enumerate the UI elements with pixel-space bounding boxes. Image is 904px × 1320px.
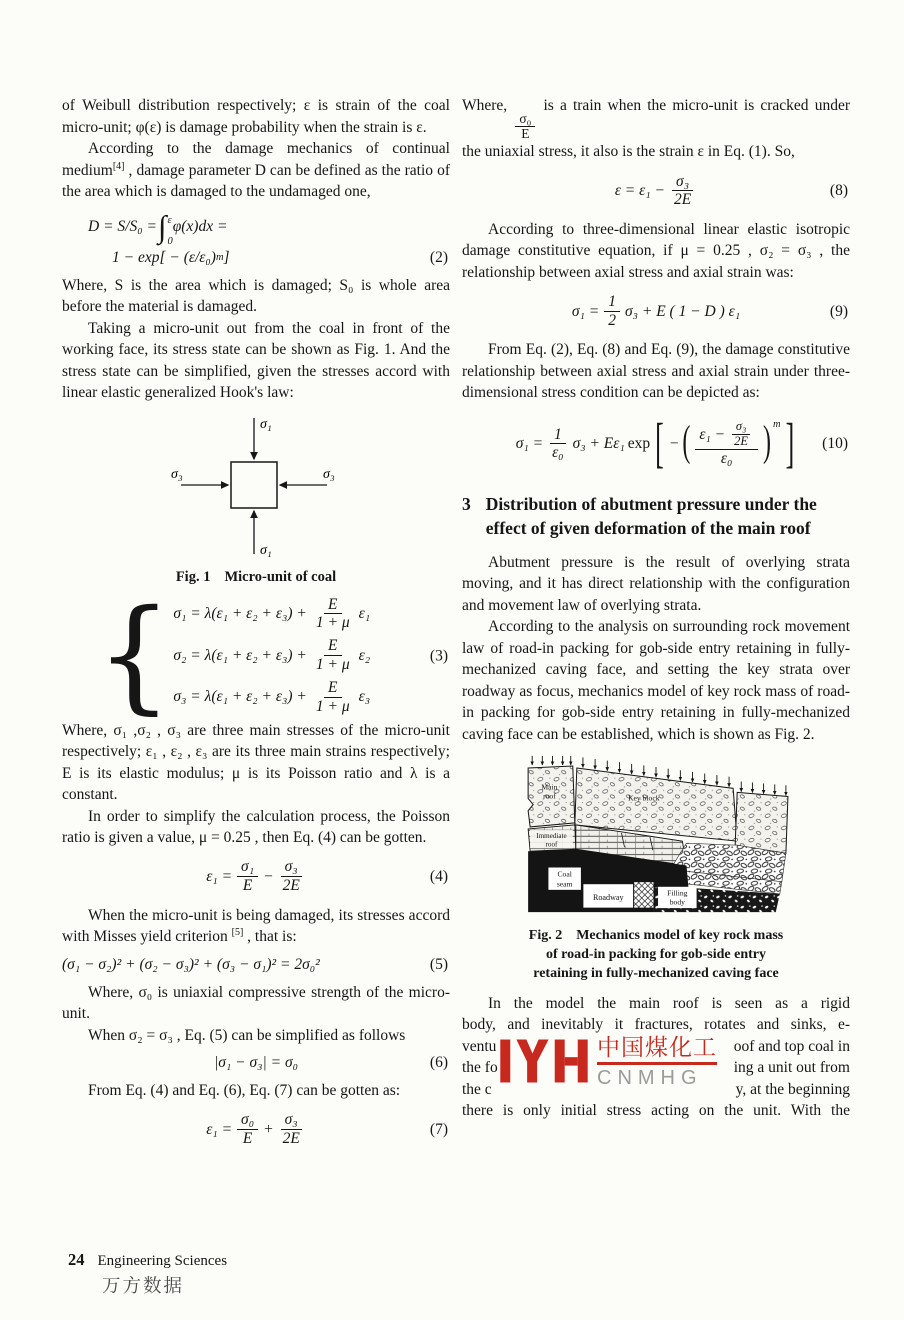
paragraph: When the micro-unit is being damaged, its stresses accord with Misses yield criterion [5] , that is: bbox=[62, 906, 450, 945]
section-number: 3 bbox=[462, 493, 471, 514]
paragraph: Taking a micro-unit out from the coal in front of the working face, its stress state can be shown as Fig. 1. And the stress state can be simplified, given the stresses accord with linear elastic generalized Hook's law: bbox=[62, 319, 450, 401]
equation-number: (10) bbox=[822, 435, 848, 453]
paragraph: From Eq. (2), Eq. (8) and Eq. (9), the damage constitutive relationship between axial stress and axial strain under three-dimensional stress condition can be depicted as: bbox=[462, 341, 850, 402]
system-brace: { bbox=[96, 584, 173, 726]
micro-unit-square bbox=[231, 462, 277, 508]
paragraph: When σ₂ = σ₃ , Eq. (5) can be simplified as follows bbox=[88, 1026, 406, 1044]
main-roof-label-2: roof bbox=[543, 791, 556, 801]
text-line: ventu oof and top coal in bbox=[462, 1037, 850, 1055]
equation-number: (9) bbox=[829, 302, 848, 320]
equation-number: (7) bbox=[429, 1120, 448, 1138]
main-roof-label-1: Main bbox=[541, 782, 558, 792]
watermark-logo-icon bbox=[498, 1036, 590, 1086]
watermark bbox=[498, 1036, 722, 1100]
equation-number: (4) bbox=[429, 867, 448, 885]
immediate-roof-label-2: roof bbox=[545, 841, 558, 850]
equation-7: ε₁ = $\frac{\text{σ₀}}{E}$ + $\frac{\text{σ₃}}{2E}$ (7) bbox=[206, 1111, 448, 1147]
paragraph: Where, S is the area which is damaged; S₀ is whole area before the material is damaged. bbox=[62, 276, 450, 315]
equation-6: |σ₁ − σ₃| = σ₀ (6) bbox=[62, 1051, 450, 1075]
equation-10: σ₁ = $\frac{1}{\text{ε₀}}$ σ₃ + Eε₁ exp [ − ( ε₁ − $\frac{\text{σ₃}}{2E}$ ε₀ ) m ] (10) bbox=[515, 412, 848, 474]
paragraph: Where, $\frac{\text{σ₀}}{E}$ is a train when the micro-unit is cracked under the uniaxial stress, it also is the strain ε in Eq. (1). So, bbox=[462, 97, 850, 161]
figure-1-caption: Fig. 1 Micro-unit of coal bbox=[175, 569, 337, 585]
watermark-rule bbox=[597, 1062, 717, 1065]
journal-name: Engineering Sciences bbox=[97, 1253, 228, 1269]
integral-sign: ∫ bbox=[157, 208, 167, 244]
right-block bbox=[735, 793, 788, 854]
figure-1 bbox=[62, 410, 450, 588]
roadway-label: Roadway bbox=[592, 893, 624, 903]
equation-number: (2) bbox=[429, 248, 448, 266]
watermark-chinese-text: 中国煤化工 bbox=[597, 1034, 717, 1061]
sigma3-left-label: σ₃ bbox=[171, 466, 183, 482]
watermark-latin-text: CNMHG bbox=[597, 1066, 703, 1089]
filling-body-label-1: Filling bbox=[667, 888, 688, 898]
right-column bbox=[462, 95, 850, 1122]
paragraph: In order to simplify the calculation process, the Poisson ratio is given a value, μ = 0.25 , then Eq. (4) can be gotten. bbox=[62, 807, 450, 846]
text-line: body, and inevitably it fractures, rotates and sinks, e- bbox=[462, 1016, 850, 1034]
paragraph: From Eq. (4) and Eq. (6), Eq. (7) can be gotten as: bbox=[88, 1082, 401, 1099]
page-footer bbox=[68, 1250, 227, 1270]
sigma1-bottom-label: σ₁ bbox=[260, 542, 272, 558]
equation-5: (σ₁ − σ₂)² + (σ₂ − σ₃)² + (σ₃ − σ₁)² = 2σ₀² (5) bbox=[62, 953, 450, 977]
coal-seam-label-1: Coal bbox=[557, 869, 572, 879]
equation-number: (8) bbox=[829, 182, 848, 200]
text-line: there is only initial stress acting on the unit. With the bbox=[462, 1102, 850, 1120]
equation-number: (6) bbox=[429, 1054, 448, 1072]
equation-2: D = S/S₀ = ∫ ε 0 φ(x)dx = 1 − exp[ − (ε/ε₀) m ] (2) bbox=[62, 209, 450, 271]
paragraph: Abutment pressure is the result of overlying strata moving, and it has direct relationship with the configuration and movement law of overlying strata. bbox=[462, 553, 850, 614]
sigma3-right-label: σ₃ bbox=[323, 466, 335, 482]
paragraph-with-watermark bbox=[462, 993, 850, 1122]
filling-body-label-2: body bbox=[669, 897, 685, 907]
fig1-diagram bbox=[131, 410, 381, 560]
paragraph: Where, σ₀ is uniaxial compressive strength of the micro-unit. bbox=[62, 983, 450, 1022]
paragraph: According to the damage mechanics of continual medium[4] , damage parameter D can be defined as the ratio of the area which is damaged to the undamaged one, bbox=[62, 140, 450, 200]
figure-2-caption: Fig. 2 Mechanics model of key rock mass of road-in packing for gob-side entry retaining in fully-mechanized caving face bbox=[528, 927, 784, 981]
key-block-label: Key block bbox=[628, 793, 660, 803]
citation-ref-5: [5] bbox=[231, 926, 244, 938]
page-number: 24 bbox=[68, 1250, 85, 1269]
section-heading bbox=[462, 492, 850, 540]
left-column bbox=[62, 95, 450, 1158]
text-line: the c y, at the beginning bbox=[462, 1080, 850, 1098]
immediate-roof-label-1: Immediate bbox=[536, 832, 567, 841]
citation-ref-4: [4] bbox=[112, 160, 125, 172]
wanfang-data-mark: 万方数据 bbox=[102, 1276, 185, 1297]
equation-number: (3) bbox=[429, 646, 448, 664]
paragraph: of Weibull distribution respectively; ε is strain of the coal micro-unit; φ(ε) is damage probability when the strain is ε. bbox=[62, 97, 450, 136]
paragraph: Where, σ₁ ,σ₂ , σ₃ are three main stresses of the micro-unit respectively; ε₁ , ε₂ , ε₃ are its three main strains respectively; E is its elastic modulus; μ is its Poisson ratio and λ is a constant. bbox=[62, 721, 450, 803]
section-title: Distribution of abutment pressure under the effect of given deformation of the main roof bbox=[485, 493, 817, 538]
text-line: In the model the main roof is seen as a rigid bbox=[488, 994, 850, 1012]
equation-9: σ₁ = $\frac{1}{2}$ σ₃ + E ( 1 − D ) ε₁ (9) bbox=[571, 293, 848, 329]
sigma1-top-label: σ₁ bbox=[260, 416, 272, 432]
paragraph: According to three-dimensional linear elastic isotropic damage constitutive equation, if μ = 0.25 , σ₂ = σ₃ , the relationship between axial stress and axial strain was: bbox=[462, 220, 850, 281]
fig2-diagram bbox=[520, 751, 792, 915]
equation-3: { σ₁ = λ(ε₁ + ε₂ + ε₃) + $\frac{E}{1 + \mu}$ ε₁ σ₂ = λ(ε₁ + ε₂ + ε₃) + $\frac{E}{1 + \mu}$ ε₂ σ₃ = λ(ε₁ + ε₂ + ε₃) + $\frac{E}{1 + \mu}$ ε₃ (3) bbox=[96, 584, 448, 726]
equation-number: (5) bbox=[429, 955, 448, 973]
filling-column bbox=[634, 882, 654, 908]
equation-4: ε₁ = $\frac{\text{σ₁}}{E}$ − $\frac{\text{σ₃}}{2E}$ (4) bbox=[206, 858, 448, 894]
text-line: the fo ing a unit out from bbox=[462, 1059, 850, 1077]
figure-2 bbox=[462, 751, 850, 983]
coal-seam-label-2: seam bbox=[556, 879, 573, 889]
paragraph: According to the analysis on surrounding rock movement law of road-in packing for gob-side entry retaining in fully-mechanized caving face, and setting the key strata over roadway as focus, mechanics model of key rock mass of road-in packing for gob-side entry retaining in fully-mechanized caving face can be established, which is shown as Fig. 2. bbox=[462, 618, 850, 743]
equation-8: ε = ε₁ − $\frac{\text{σ₃}}{2E}$ (8) bbox=[614, 172, 848, 209]
